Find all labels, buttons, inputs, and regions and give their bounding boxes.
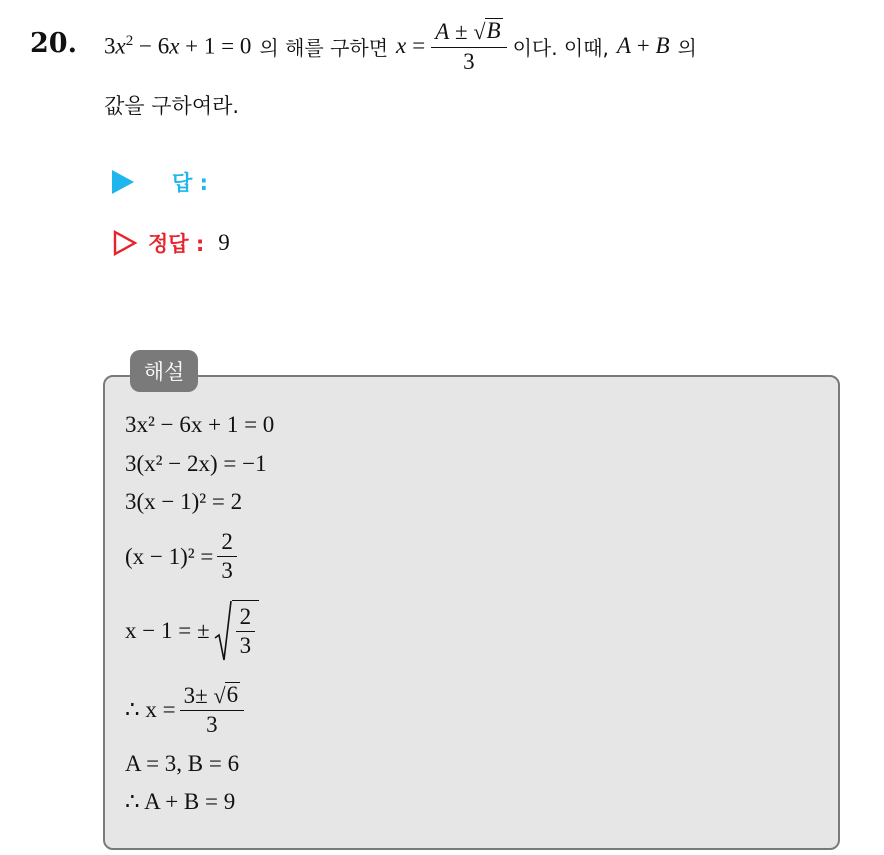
question-text-end: 의 — [677, 35, 697, 60]
solution-form-fraction — [431, 18, 506, 73]
solution-form-lhs: x — [396, 33, 407, 58]
correct-answer-value: 9 — [218, 230, 230, 255]
eq-op1: − — [138, 33, 152, 59]
target-a: A — [616, 33, 631, 58]
solution-line-8: ∴ A + B = 9 — [125, 789, 236, 814]
solution-line-3: 3(x − 1)² = 2 — [125, 489, 243, 514]
line4-num: 2 — [217, 530, 237, 557]
eq-op2: + — [185, 33, 199, 59]
line5-lhs: x − 1 = ± — [125, 618, 210, 643]
solution-line-5 — [125, 600, 259, 662]
line6-num-b: 6 — [226, 682, 239, 707]
form-num-b: B — [486, 18, 501, 44]
line5-fraction — [236, 605, 256, 658]
line4-fraction — [217, 530, 237, 583]
solution-line-7: A = 3, B = 6 — [125, 751, 240, 776]
correct-answer-row — [112, 228, 230, 258]
line6-fraction — [180, 682, 244, 737]
answer-label: 답 : — [172, 171, 208, 195]
question-text-prefix: 의 해를 구하면 — [259, 35, 389, 60]
big-sqrt — [214, 600, 260, 662]
outline-triangle-icon — [112, 230, 138, 256]
solution-line-6 — [125, 682, 248, 737]
target-op: + — [636, 33, 650, 58]
line5-num: 2 — [236, 605, 256, 632]
solution-line-4 — [125, 530, 241, 583]
eq-equals: = — [221, 33, 235, 59]
eq-rhs: 0 — [239, 33, 252, 59]
answer-row — [112, 167, 208, 197]
target-b: B — [655, 33, 670, 58]
target-expression — [617, 33, 670, 59]
line4-lhs: (x − 1)² = — [125, 543, 214, 569]
question-line-1 — [104, 18, 697, 74]
question-equation: $3x^2 - 6x + 1 = 0$ — [104, 32, 252, 59]
form-pm: ± — [455, 19, 468, 45]
line6-lhs: ∴ x = — [125, 696, 176, 722]
solution-form-eq: = — [412, 33, 426, 58]
solution-line-2: 3(x² − 2x) = −1 — [125, 451, 267, 476]
line4-den: 3 — [221, 558, 233, 584]
eq-var: x — [115, 33, 126, 59]
sqrt-6: √ 6 — [213, 682, 239, 709]
line6-num-a: 3± — [183, 683, 208, 709]
sqrt-b: √ B — [473, 18, 501, 45]
radical-sign-icon — [214, 600, 232, 662]
form-num-a: A — [435, 19, 450, 45]
question-text-suffix: 이다. 이때, — [512, 35, 609, 60]
solution-line-1: 3x² − 6x + 1 = 0 — [125, 412, 275, 437]
eq-coef-b: 6 — [157, 33, 170, 59]
eq-coef-a: 3 — [104, 33, 116, 59]
eq-coef-c: 1 — [203, 33, 216, 59]
eq-exp: 2 — [125, 32, 134, 49]
question-line-2: 값을 구하여라. — [104, 94, 240, 118]
line5-den: 3 — [239, 633, 252, 658]
line6-den: 3 — [206, 712, 218, 738]
filled-triangle-icon — [112, 170, 134, 194]
solution-tag: 해설 — [130, 350, 198, 392]
question-number: 20. — [30, 28, 77, 59]
form-den: 3 — [463, 48, 475, 74]
correct-answer-label: 정답 : — [148, 232, 205, 256]
